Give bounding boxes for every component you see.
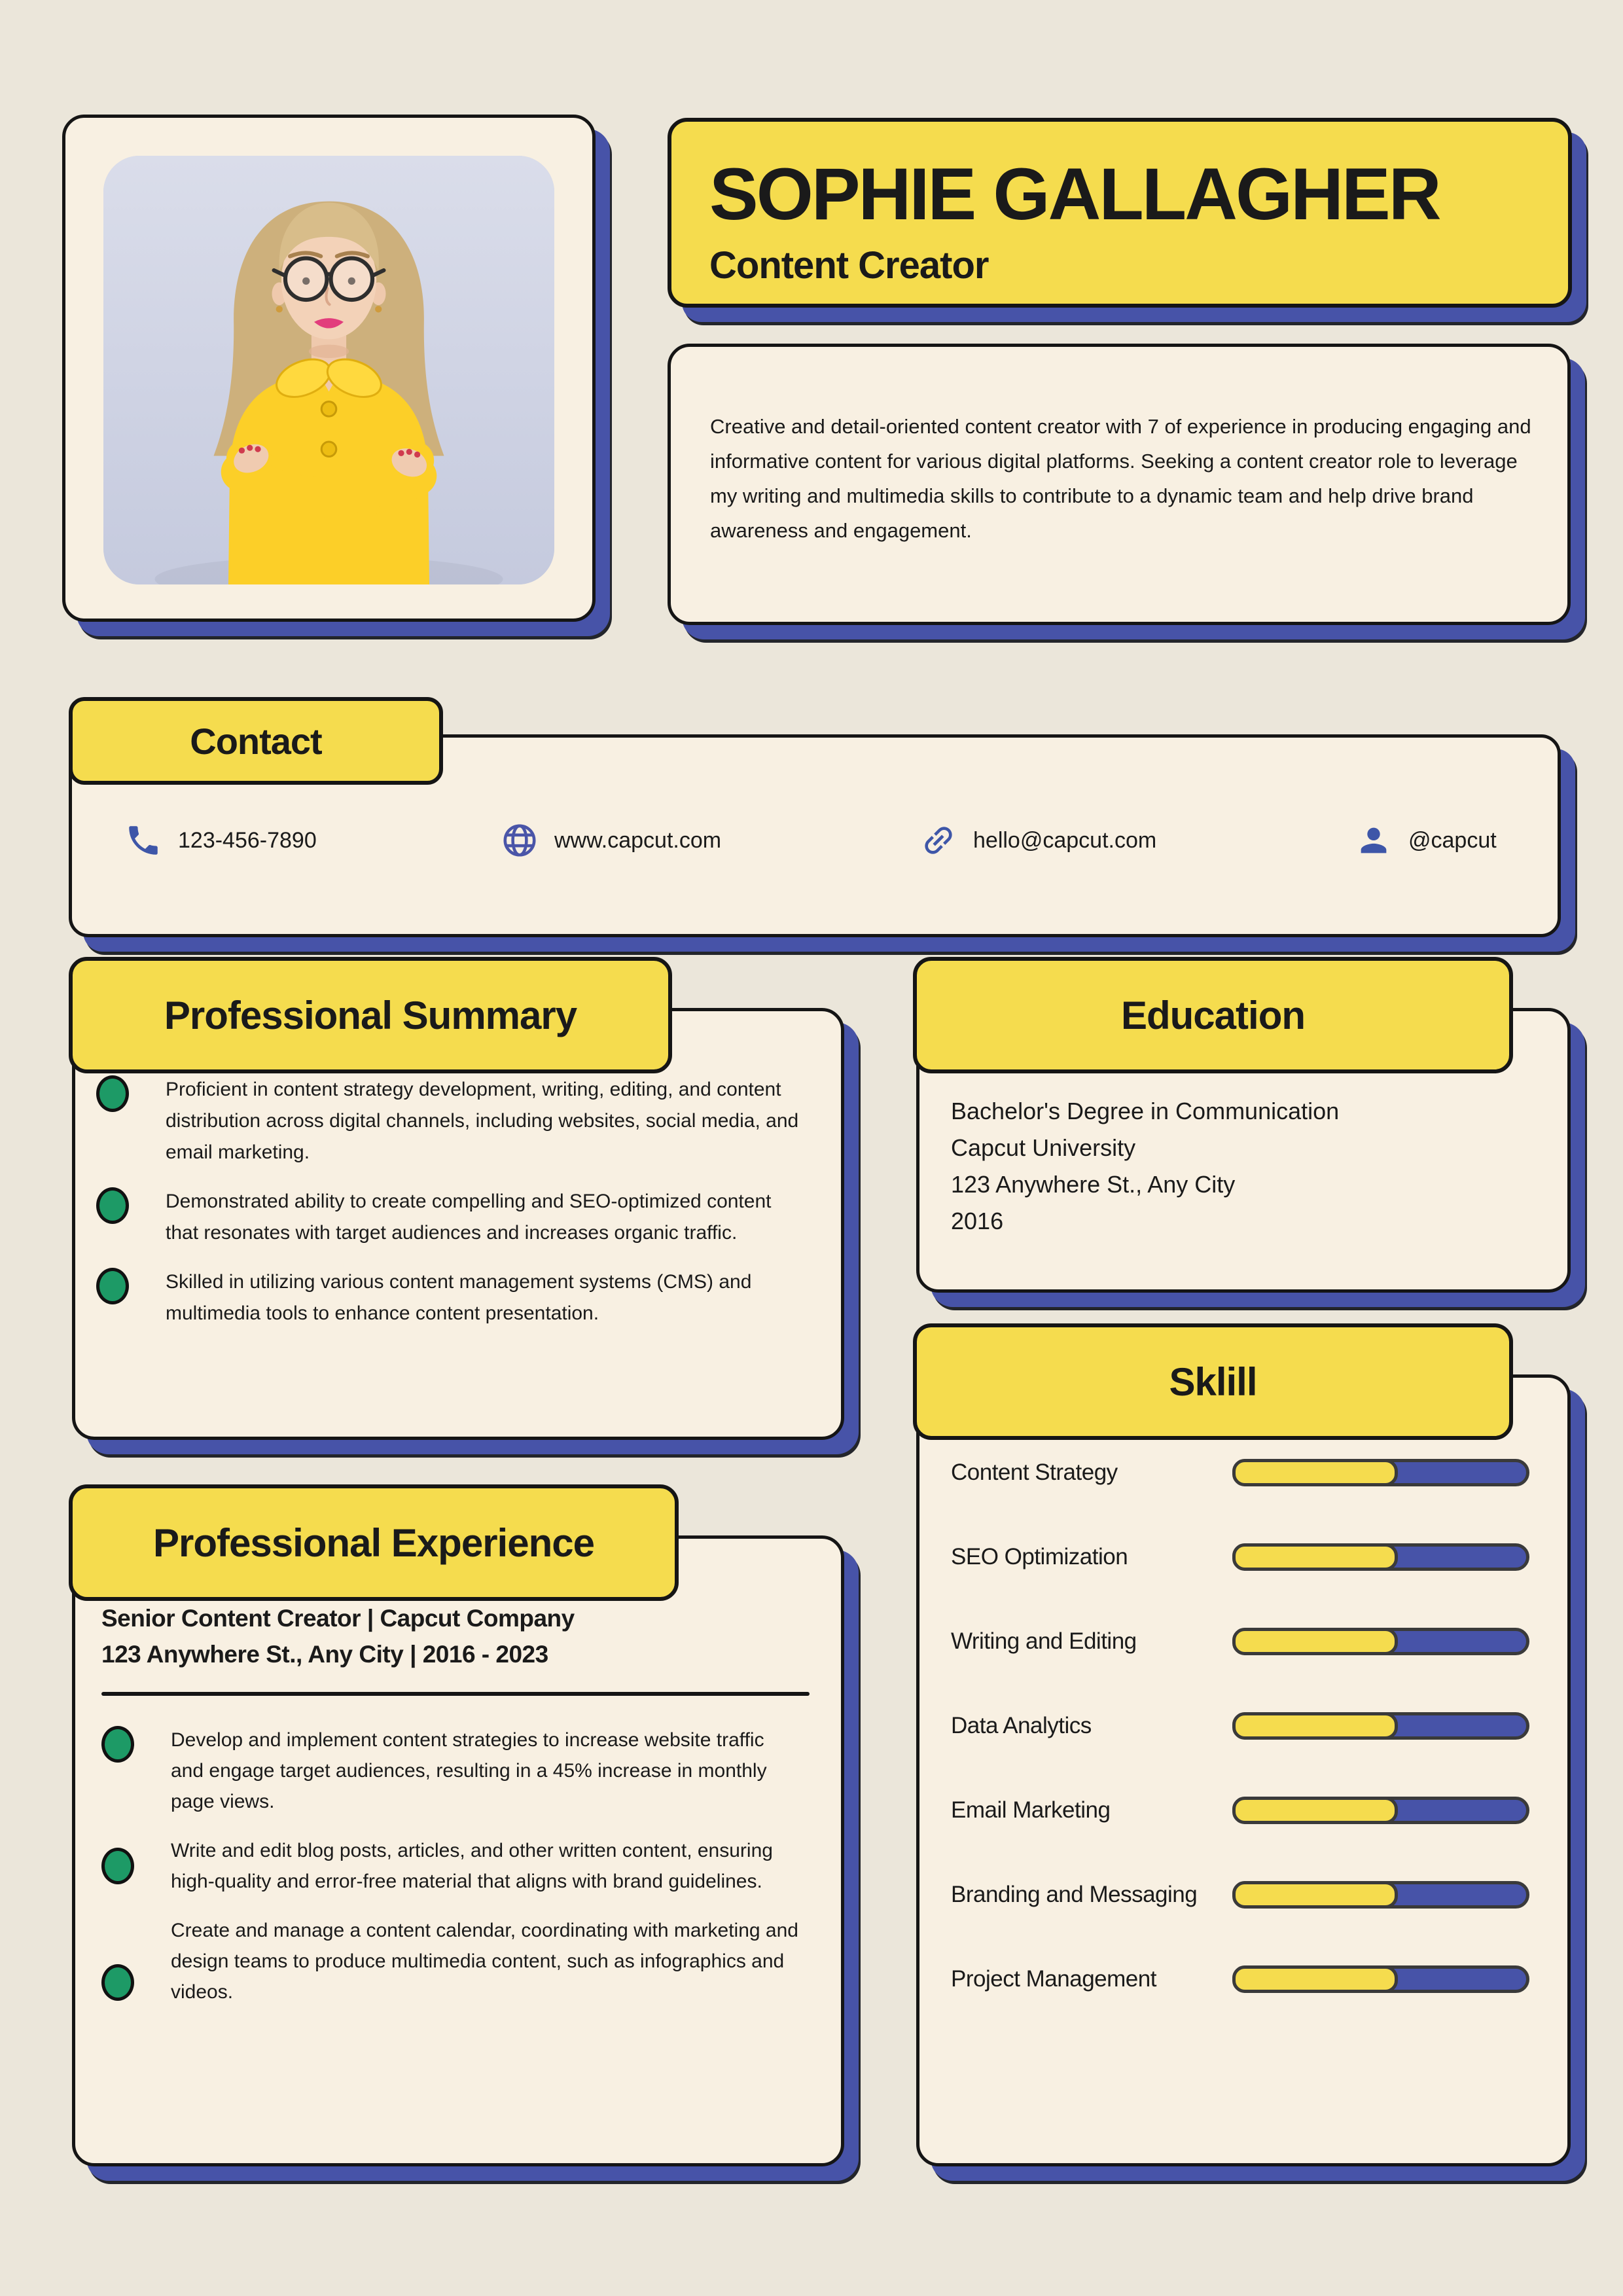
education-year: 2016 xyxy=(951,1208,1004,1234)
experience-card xyxy=(72,1535,844,2166)
bullet-dot-icon xyxy=(96,1187,129,1224)
skill-label: Data Analytics xyxy=(951,1713,1092,1738)
professional-summary-heading-tab xyxy=(69,957,672,1073)
skill-row xyxy=(951,1543,1529,1571)
education-address: 123 Anywhere St., Any City xyxy=(951,1171,1236,1198)
skill-row xyxy=(951,1965,1529,1993)
portrait-illustration xyxy=(103,156,554,584)
skills-card xyxy=(916,1374,1571,2166)
profile-photo xyxy=(103,156,554,584)
experience-heading-tab xyxy=(69,1484,679,1601)
skill-progress-bar xyxy=(1232,1881,1529,1909)
skill-label: Content Strategy xyxy=(951,1460,1118,1485)
skill-label: Branding and Messaging xyxy=(951,1882,1198,1907)
experience-bullet xyxy=(101,1835,802,1897)
summary-bullet-text: Skilled in utilizing various content management systems (CMS) and multimedia tools to enhance content presentation. xyxy=(166,1271,752,1324)
bullet-dot-icon xyxy=(101,1848,134,1884)
about-card xyxy=(668,344,1571,625)
bullet-dot-icon xyxy=(101,1726,134,1763)
education-heading: Education xyxy=(1120,993,1305,1037)
photo-card xyxy=(62,115,596,622)
contact-item-phone xyxy=(124,821,317,859)
skill-progress-bar xyxy=(1232,1797,1529,1824)
skill-row xyxy=(951,1712,1529,1740)
skill-progress-bar xyxy=(1232,1712,1529,1740)
summary-bullet-text: Proficient in content strategy development, writing, editing, and content distribution across digital channels, including websites, social media, and email marketing. xyxy=(166,1079,799,1163)
contact-item-social xyxy=(1355,821,1497,859)
experience-role: Senior Content Creator | Capcut Company xyxy=(101,1605,575,1632)
bullet-dot-icon xyxy=(96,1268,129,1304)
skill-progress-fill xyxy=(1232,1543,1398,1571)
skill-progress-fill xyxy=(1232,1628,1398,1655)
skill-progress-fill xyxy=(1232,1712,1398,1740)
skill-progress-bar xyxy=(1232,1965,1529,1993)
experience-heading: Professional Experience xyxy=(153,1520,594,1565)
contact-heading: Contact xyxy=(190,720,322,762)
skill-row xyxy=(951,1628,1529,1655)
social-value: @capcut xyxy=(1408,827,1497,853)
contact-item-email xyxy=(919,821,1156,859)
name-card xyxy=(668,118,1572,308)
summary-bullet-text: Demonstrated ability to create compelling and SEO-optimized content that resonates with target audiences and increases organic traffic. xyxy=(166,1191,772,1244)
skill-row xyxy=(951,1459,1529,1486)
skill-label: Project Management xyxy=(951,1966,1156,1992)
experience-bullet xyxy=(101,1725,802,1817)
experience-bullet-text: Create and manage a content calendar, coordinating with marketing and design teams to produce multimedia content, such as infographics and videos. xyxy=(171,1920,798,2003)
skill-progress-bar xyxy=(1232,1628,1529,1655)
experience-bullet xyxy=(101,1915,802,2007)
link-icon xyxy=(919,821,957,859)
email-value: hello@capcut.com xyxy=(973,827,1157,853)
skill-row xyxy=(951,1797,1529,1824)
education-school: Capcut University xyxy=(951,1134,1136,1161)
skill-progress-fill xyxy=(1232,1965,1398,1993)
skills-heading-tab xyxy=(913,1323,1513,1440)
education-degree: Bachelor's Degree in Communication xyxy=(951,1098,1340,1124)
skill-row xyxy=(951,1881,1529,1909)
page-title: SOPHIE GALLAGHER xyxy=(709,153,1440,235)
experience-bullet-text: Write and edit blog posts, articles, and other written content, ensuring high-quality and error-free material that aligns with brand guidelines. xyxy=(171,1840,773,1892)
section-divider xyxy=(101,1692,810,1696)
summary-bullet xyxy=(96,1074,802,1168)
phone-value: 123-456-7890 xyxy=(178,827,317,853)
skills-heading: Sklill xyxy=(1169,1359,1257,1404)
skill-label: SEO Optimization xyxy=(951,1544,1128,1570)
education-heading-tab xyxy=(913,957,1513,1073)
skill-progress-bar xyxy=(1232,1459,1529,1486)
skill-progress-bar xyxy=(1232,1543,1529,1571)
skill-label: Writing and Editing xyxy=(951,1628,1137,1654)
summary-bullet xyxy=(96,1266,802,1329)
phone-icon xyxy=(124,821,162,859)
job-title: Content Creator xyxy=(709,243,989,287)
about-text: Creative and detail-oriented content creator with 7 of experience in producing engaging and informative content for various digital platforms. Seeking a content creator role to leverage my writing and multimedia skills to contribute to a dynamic team and help drive brand awareness and engagement. xyxy=(710,415,1531,542)
bullet-dot-icon xyxy=(96,1075,129,1112)
person-icon xyxy=(1355,821,1393,859)
experience-meta: 123 Anywhere St., Any City | 2016 - 2023 xyxy=(101,1641,548,1668)
skill-progress-fill xyxy=(1232,1459,1398,1486)
skill-progress-fill xyxy=(1232,1881,1398,1909)
contact-heading-tab xyxy=(69,697,443,785)
contact-item-website xyxy=(501,821,721,859)
globe-icon xyxy=(501,821,539,859)
summary-bullet xyxy=(96,1186,802,1249)
professional-summary-heading: Professional Summary xyxy=(164,993,577,1037)
experience-bullet-text: Develop and implement content strategies to increase website traffic and engage target audiences, resulting in a 45% increase in monthly page views. xyxy=(171,1729,767,1812)
bullet-dot-icon xyxy=(101,1964,134,2001)
skill-label: Email Marketing xyxy=(951,1797,1111,1823)
website-value: www.capcut.com xyxy=(554,827,722,853)
skill-progress-fill xyxy=(1232,1797,1398,1824)
